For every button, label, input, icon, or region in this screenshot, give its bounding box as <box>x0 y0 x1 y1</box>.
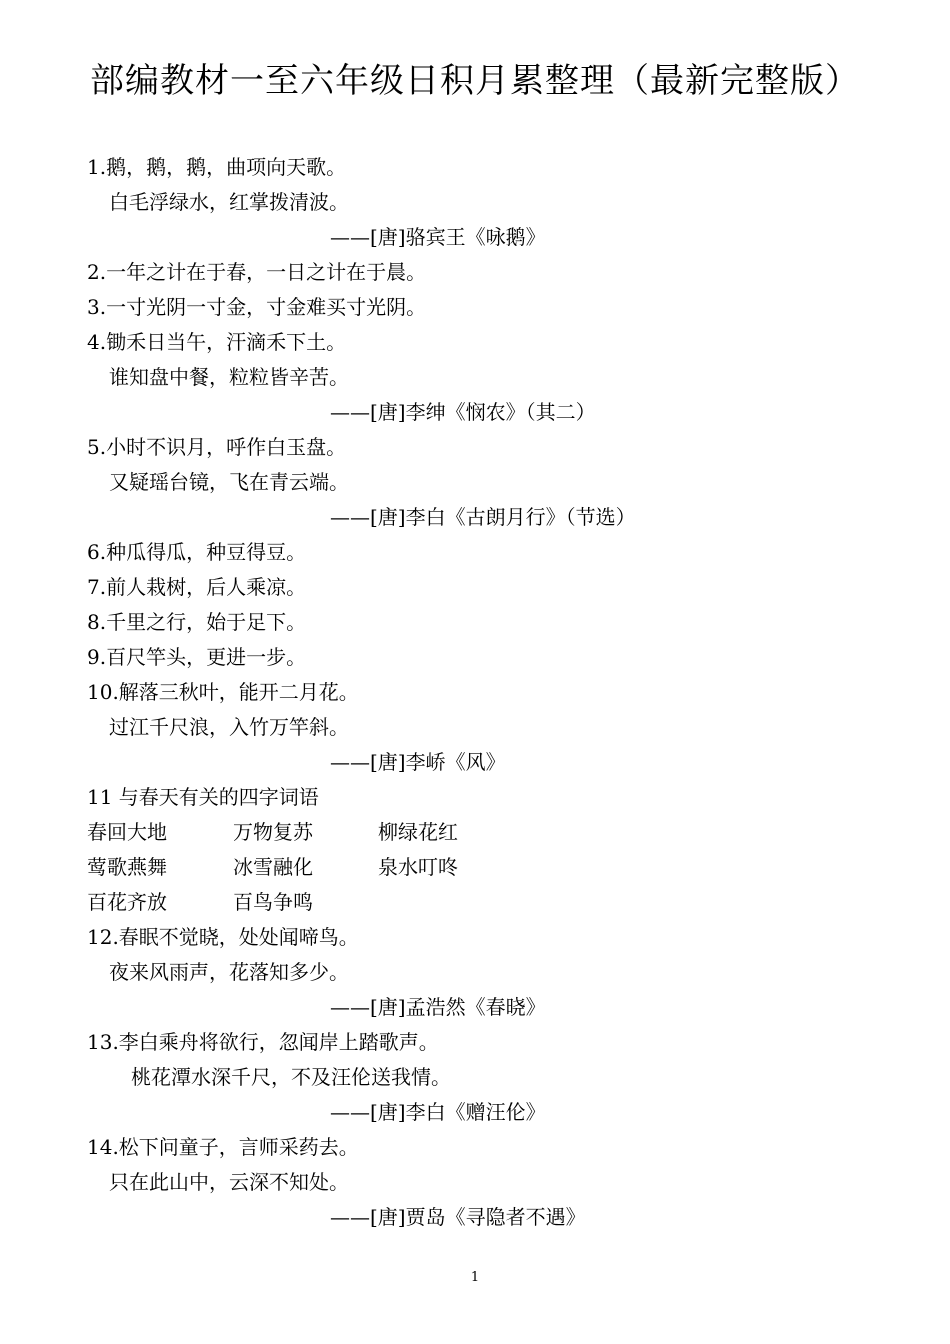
poem-10-line-2: 过江千尺浪，入竹万竿斜。 <box>109 715 349 739</box>
saying-8: 8.千里之行，始于足下。 <box>87 610 307 634</box>
saying-2: 2.一年之计在于春，一日之计在于晨。 <box>87 260 427 284</box>
poem-14-line-2: 只在此山中，云深不知处。 <box>109 1170 349 1194</box>
poem-4-line-2: 谁知盘中餐，粒粒皆辛苦。 <box>109 365 349 389</box>
poem-12-author: ——[唐]孟浩然《春晓》 <box>330 995 546 1019</box>
poem-12-line-1: 12.春眠不觉晓，处处闻啼鸟。 <box>87 925 359 949</box>
poem-4-author: ——[唐]李绅《悯农》（其二） <box>330 400 596 424</box>
poem-1-line-2: 白毛浮绿水，红掌拨清波。 <box>109 190 349 214</box>
poem-1-author: ——[唐]骆宾王《咏鹅》 <box>330 225 546 249</box>
poem-12-line-2: 夜来风雨声，花落知多少。 <box>109 960 349 984</box>
spring-phrase: 莺歌燕舞 <box>87 855 167 879</box>
spring-phrase: 万物复苏 <box>233 820 313 844</box>
poem-10-line-1: 10.解落三秋叶，能开二月花。 <box>87 680 359 704</box>
page-number: 1 <box>470 1270 480 1285</box>
poem-14-author: ——[唐]贾岛《寻隐者不遇》 <box>330 1205 586 1229</box>
poem-5-line-1: 5.小时不识月，呼作白玉盘。 <box>87 435 347 459</box>
spring-phrase: 百花齐放 <box>87 890 167 914</box>
poem-10-author: ——[唐]李峤《风》 <box>330 750 506 774</box>
saying-3: 3.一寸光阴一寸金，寸金难买寸光阴。 <box>87 295 427 319</box>
poem-5-line-2: 又疑瑶台镜，飞在青云端。 <box>109 470 349 494</box>
spring-phrase: 冰雪融化 <box>233 855 313 879</box>
poem-13-line-2: 桃花潭水深千尺，不及汪伦送我情。 <box>131 1065 451 1089</box>
poem-1-line-1: 1.鹅，鹅，鹅，曲项向天歌。 <box>87 155 347 179</box>
saying-6: 6.种瓜得瓜，种豆得豆。 <box>87 540 307 564</box>
spring-phrase: 百鸟争鸣 <box>233 890 313 914</box>
saying-9: 9.百尺竿头，更进一步。 <box>87 645 307 669</box>
spring-phrase: 泉水叮咚 <box>378 855 458 879</box>
poem-13-author: ——[唐]李白《赠汪伦》 <box>330 1100 546 1124</box>
poem-14-line-1: 14.松下问童子，言师采药去。 <box>87 1135 359 1159</box>
spring-phrase: 春回大地 <box>87 820 167 844</box>
page-title: 部编教材一至六年级日积月累整理（最新完整版） <box>90 61 860 101</box>
poem-13-line-1: 13.李白乘舟将欲行，忽闻岸上踏歌声。 <box>87 1030 439 1054</box>
saying-7: 7.前人栽树，后人乘凉。 <box>87 575 307 599</box>
poem-5-author: ——[唐]李白《古朗月行》（节选） <box>330 505 636 529</box>
section-11-heading: 11 与春天有关的四字词语 <box>87 785 319 809</box>
poem-4-line-1: 4.锄禾日当午，汗滴禾下土。 <box>87 330 347 354</box>
spring-phrase: 柳绿花红 <box>378 820 458 844</box>
